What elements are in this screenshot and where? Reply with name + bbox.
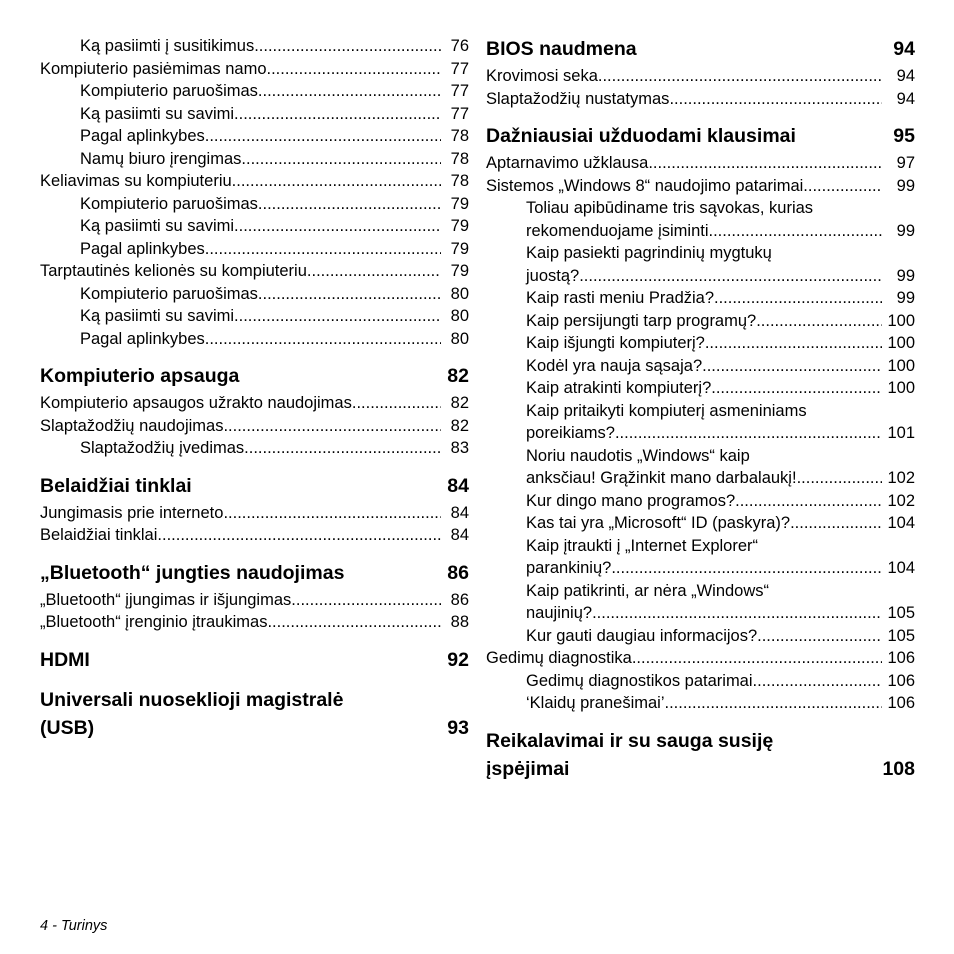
toc-section-heading[interactable]: HDMI 92 bbox=[40, 648, 469, 671]
toc-section-heading[interactable]: „Bluetooth“ jungties naudojimas 86 bbox=[40, 561, 469, 584]
toc-entry[interactable]: Kur gauti daugiau informacijos? ..... 105 bbox=[486, 625, 915, 648]
toc-entry[interactable]: Belaidžiai tinklai ..... 84 bbox=[40, 524, 469, 547]
toc-entry[interactable]: ‘Klaidų pranešimai’ ..... 106 bbox=[486, 692, 915, 715]
toc-entry[interactable]: Kaip persijungti tarp programų? ..... 100 bbox=[486, 310, 915, 333]
toc-entry[interactable]: Tarptautinės kelionės su kompiuteriu ..... 79 bbox=[40, 260, 469, 283]
toc-entry[interactable]: Kur dingo mano programos? ..... 102 bbox=[486, 490, 915, 513]
toc-section-heading[interactable]: Dažniausiai užduodami klausimai 95 bbox=[486, 125, 915, 147]
toc-entry[interactable]: Kas tai yra „Microsoft“ ID (paskyra)? ..... 104 bbox=[486, 512, 915, 535]
toc-entry[interactable]: Gedimų diagnostikos patarimai ..... 106 bbox=[486, 670, 915, 693]
toc-entry[interactable]: Kompiuterio paruošimas ..... 77 bbox=[40, 80, 469, 103]
toc-section-heading[interactable]: BIOS naudmena 94 bbox=[486, 38, 915, 60]
toc-entry[interactable]: Pagal aplinkybes ..... 80 bbox=[40, 328, 469, 351]
toc-entry[interactable]: Slaptažodžių įvedimas ..... 83 bbox=[40, 437, 469, 460]
toc-entry[interactable]: Keliavimas su kompiuteriu ..... 78 bbox=[40, 170, 469, 193]
toc-entry[interactable]: Kompiuterio apsaugos užrakto naudojimas ..... 82 bbox=[40, 392, 469, 415]
toc-entry[interactable]: Pagal aplinkybes ..... 78 bbox=[40, 125, 469, 148]
toc-entry[interactable]: Kodėl yra nauja sąsaja? ..... 100 bbox=[486, 355, 915, 378]
toc-entry[interactable]: Toliau apibūdiname tris sąvokas, kurias rekomenduojame įsiminti ..... 99 bbox=[486, 197, 915, 242]
page-footer: 4 - Turinys bbox=[40, 918, 108, 934]
toc-section-heading[interactable]: Belaidžiai tinklai 84 bbox=[40, 474, 469, 497]
toc-entry[interactable]: Aptarnavimo užklausa ..... 97 bbox=[486, 152, 915, 175]
toc-entry[interactable]: Ką pasiimti su savimi ..... 77 bbox=[40, 103, 469, 126]
toc-section-heading[interactable]: Universali nuoseklioji magistralė (USB) 93 bbox=[40, 688, 469, 739]
toc-entry[interactable]: Slaptažodžių nustatymas ..... 94 bbox=[486, 88, 915, 111]
toc-entry[interactable]: Kompiuterio paruošimas ..... 79 bbox=[40, 193, 469, 216]
toc-entry[interactable]: Sistemos „Windows 8“ naudojimo patarimai ..... 99 bbox=[486, 175, 915, 198]
toc-entry[interactable]: Slaptažodžių naudojimas ..... 82 bbox=[40, 415, 469, 438]
toc-right-column bbox=[486, 35, 915, 783]
toc-entry[interactable]: Kaip rasti meniu Pradžia? ..... 99 bbox=[486, 287, 915, 310]
toc-entry[interactable]: Kaip patikrinti, ar nėra „Windows“ naujinių? ..... 105 bbox=[486, 580, 915, 625]
toc-entry[interactable]: Kompiuterio pasiėmimas namo ..... 77 bbox=[40, 58, 469, 81]
toc-entry[interactable]: Kompiuterio paruošimas ..... 80 bbox=[40, 283, 469, 306]
toc-entry[interactable]: Kaip atrakinti kompiuterį? ..... 100 bbox=[486, 377, 915, 400]
toc-entry[interactable]: „Bluetooth“ įjungimas ir išjungimas ..... 86 bbox=[40, 589, 469, 612]
toc-entry[interactable]: Pagal aplinkybes ..... 79 bbox=[40, 238, 469, 261]
toc-entry[interactable]: Kaip įtraukti į „Internet Explorer“ parankinių? ..... 104 bbox=[486, 535, 915, 580]
toc-entry[interactable]: Ką pasiimti su savimi ..... 79 bbox=[40, 215, 469, 238]
toc-entry[interactable]: Namų biuro įrengimas ..... 78 bbox=[40, 148, 469, 171]
toc-entry[interactable]: Gedimų diagnostika ..... 106 bbox=[486, 647, 915, 670]
toc-left-column bbox=[40, 35, 469, 742]
toc-section-heading[interactable]: Kompiuterio apsauga 82 bbox=[40, 365, 469, 387]
toc-entry[interactable]: Kaip pritaikyti kompiuterį asmeniniams poreikiams? ..... 101 bbox=[486, 400, 915, 445]
toc-entry[interactable]: Krovimosi seka ..... 94 bbox=[486, 65, 915, 88]
toc-entry[interactable]: Kaip išjungti kompiuterį? ..... 100 bbox=[486, 332, 915, 355]
toc-entry[interactable]: Ką pasiimti su savimi ..... 80 bbox=[40, 305, 469, 328]
toc-section-heading[interactable]: Reikalavimai ir su sauga susiję įspėjimai 108 bbox=[486, 729, 915, 780]
toc-entry[interactable]: „Bluetooth“ įrenginio įtraukimas ..... 88 bbox=[40, 611, 469, 634]
toc-entry[interactable]: Noriu naudotis „Windows“ kaip anksčiau! Grąžinkit mano darbalaukį! ..... 102 bbox=[486, 445, 915, 490]
toc-entry[interactable]: Kaip pasiekti pagrindinių mygtukų juostą? ..... 99 bbox=[486, 242, 915, 287]
toc-entry[interactable]: Jungimasis prie interneto ..... 84 bbox=[40, 502, 469, 525]
toc-entry[interactable]: Ką pasiimti į susitikimus ..... 76 bbox=[40, 35, 469, 58]
